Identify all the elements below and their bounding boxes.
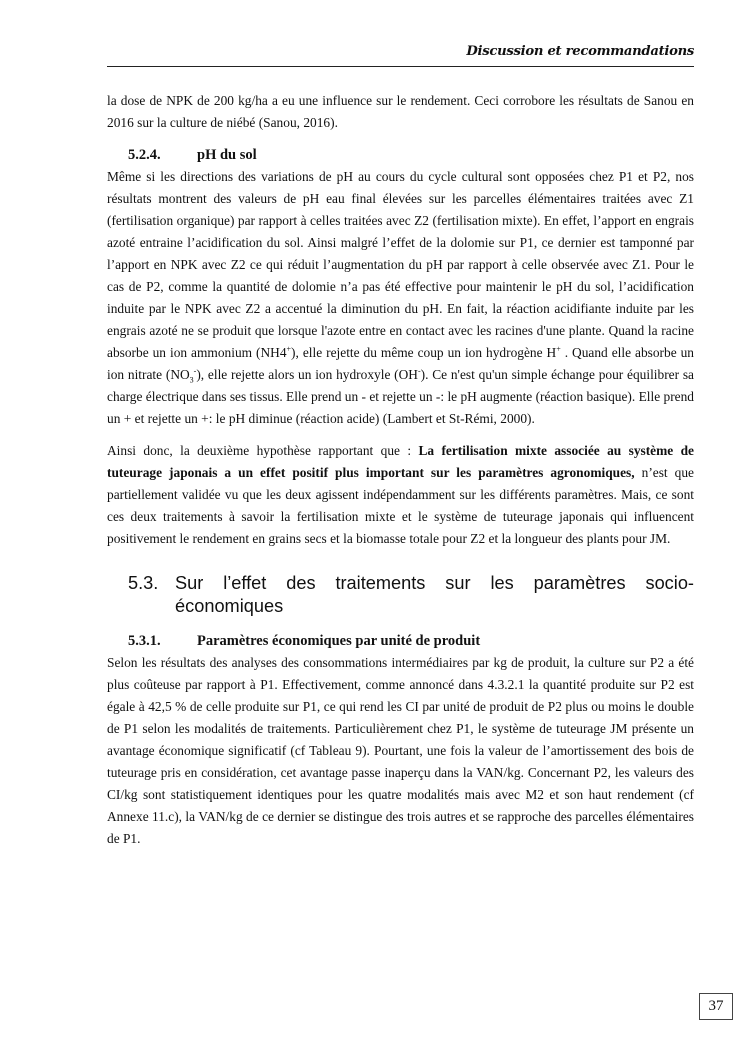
- subsection-title: pH du sol: [197, 147, 257, 163]
- ph-paragraph-2: Ainsi donc, la deuxième hypothèse rapportant que : La fertilisation mixte associée au système de tuteurage japonais a un effet positif plus important sur les paramètres agronomiques, n’est que partiellement validée vu que les deux agissent indépendamment sur les différents paramètres. Mais, ce sont ces deux traitements à savoir la fertilisation mixte et le système de tuteurage japonais qui influencent positivement le rendement en grains secs et la biomasse totale pour Z2 et la longueur des plants pour JM.: [107, 443, 694, 546]
- section-heading-5-3: [128, 572, 694, 618]
- page-body: [107, 90, 694, 850]
- subsection-title: Paramètres économiques par unité de produit: [197, 633, 481, 649]
- section-title: Sur l’effet des traitements sur les paramètres socio-économiques: [175, 573, 694, 616]
- subsection-heading-eco: [128, 630, 694, 652]
- subsection-number: 5.2.4.: [128, 147, 161, 163]
- subsection-number: 5.3.1.: [128, 633, 161, 649]
- intro-paragraph: la dose de NPK de 200 kg/ha a eu une influence sur le rendement. Ceci corrobore les résultats de Sanou en 2016 sur la culture de niébé (Sanou, 2016).: [107, 93, 694, 130]
- eco-paragraph: Selon les résultats des analyses des consommations intermédiaires par kg de produit, la culture sur P2 a été plus coûteuse par rapport à P1. Effectivement, comme annoncé dans 4.3.2.1 la quantité produite sur P2 est égale à 42,5 % de celle produite sur P1, ce qui rend les CI par unité de produit de P2 plus ou moins le double de P1 selon les modalités de traitements. Particulièrement chez P1, le système de tuteurage JM présente un avantage économique significatif (cf Tableau 9). Pourtant, une fois la valeur de l’amortissement des bois de tuteurage pris en considération, cet avantage passe inaperçu dans la VAN/kg. Concernant P2, les valeurs des CI/kg sont statistiquement identiques pour les quatre modalités mais avec M2 et son haut rendement (cf Annexe 11.c), la VAN/kg de ce dernier se distingue des trois autres et se rapproche des parcelles élémentaires de P1.: [107, 655, 694, 846]
- ph-paragraph-1: Même si les directions des variations de pH au cours du cycle cultural sont opposées chez P1 et P2, nos résultats montrent des valeurs de pH eau final élevées sur les parcelles élémentaires traitées avec Z1 (fertilisation organique) par rapport à celles traitées avec Z2 (fertilisation mixte). En effet, l’apport en engrais azoté entraine l’acidification du sol. Ainsi malgré l’effet de la dolomie sur P1, ce dernier est tamponné par l’apport en NPK avec Z2 ce qui réduit l’augmentation du pH par rapport à celle observée avec Z1. Pour le cas de P2, comme la quantité de dolomie n’a pas été effective pour maintenir le pH du sol, l’acidification induite par le NPK avec Z2 a accentué la diminution du pH. En fait, la réaction acidifiante induite par les engrais azoté ne se produit que lorsque l'azote entre en contact avec les racines d'une plante. Quand la racine absorbe un ion ammonium (NH4+), elle rejette du même coup un ion hydrogène H+ . Quand elle absorbe un ion nitrate $(NO_3^-)$, elle rejette alors un ion hydroxyle (OH-). Ce n'est qu'un simple échange pour équilibrer sa charge électrique dans ses tissus. Elle prend un - et rejette un -: le pH augmente (réaction basique). Elle prend un + et rejette un +: le pH diminue (réaction acide) (Lambert et St-Rémi, 2000).: [107, 169, 695, 426]
- hypothesis-text: La fertilisation mixte associée au système de tuteurage japonais a un effet positif plus important sur les paramètres agronomiques,: [107, 443, 694, 480]
- subsection-heading-ph: [128, 144, 694, 166]
- page-number: 37: [699, 993, 733, 1020]
- header-rule: [107, 66, 694, 67]
- running-header: Discussion et recommandations: [466, 44, 694, 59]
- section-number: 5.3.: [128, 573, 159, 593]
